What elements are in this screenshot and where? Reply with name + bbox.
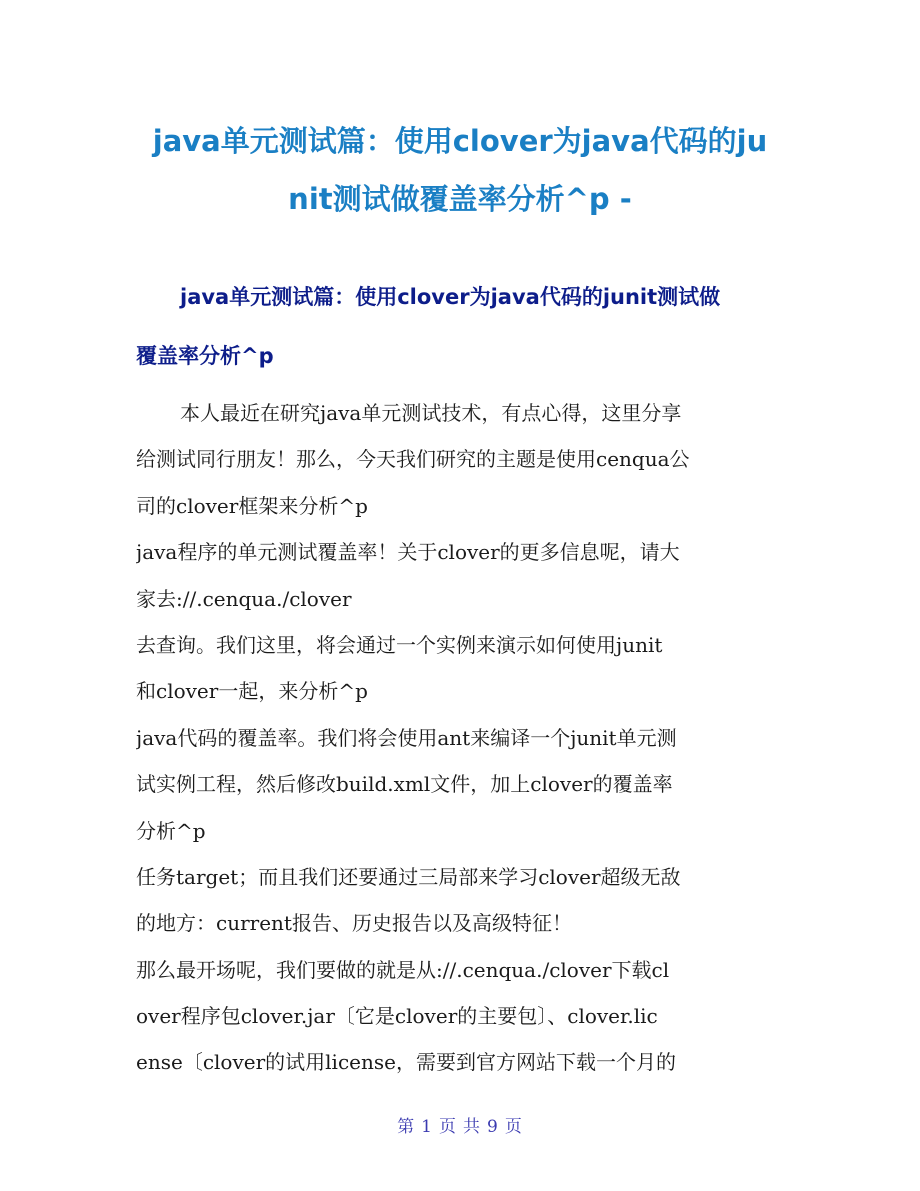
title-line-1: java单元测试篇：使用clover为java代码的ju [152,124,768,158]
footer-page-number: 1 [421,1117,433,1137]
page-footer [0,1112,920,1137]
body-line: java代码的覆盖率。我们将会使用ant来编译一个junit单元测 [136,725,677,750]
footer-total-pages: 9 [487,1117,499,1137]
title-line-2: nit测试做覆盖率分析^p - [288,182,632,216]
body-line: 司的clover框架来分析^p [136,493,368,518]
body-line: 本人最近在研究java单元测试技术，有点心得，这里分享 [180,401,682,425]
body-line: 那么最开场呢，我们要做的就是从://.cenqua./clover下载cl [136,957,670,982]
body-line: java程序的单元测试覆盖率！关于clover的更多信息呢，请大 [136,540,680,565]
section-heading-line-2: 覆盖率分析^p [136,344,274,368]
body-line: 和clover一起，来分析^p [136,679,368,704]
document-title [120,112,800,228]
body-line: 任务target；而且我们还要通过三局部来学习clover超级无敌 [136,864,681,889]
body-paragraphs [136,390,786,1086]
footer-suffix: 页 [504,1117,523,1137]
footer-prefix: 第 [397,1117,416,1137]
body-line: ense〔clover的试用license，需要到官方网站下载一个月的 [136,1050,676,1075]
body-line: 家去://.cenqua./clover [136,586,352,611]
body-line: 给测试同行朋友！那么，今天我们研究的主题是使用cenqua公 [136,447,690,472]
footer-total-label: 共 [463,1117,481,1137]
body-line: 去查询。我们这里，将会通过一个实例来演示如何使用junit [136,632,663,657]
body-line: over程序包clover.jar〔它是clover的主要包〕、clover.lic [136,1004,658,1029]
body-line: 的地方：current报告、历史报告以及高级特征！ [136,911,572,936]
body-line: 试实例工程，然后修改build.xml文件，加上clover的覆盖率 [136,772,673,797]
footer-page-word: 页 [439,1117,457,1137]
section-heading-line-1: java单元测试篇：使用clover为java代码的junit测试做 [180,285,721,309]
body-line: 分析^p [136,818,206,843]
